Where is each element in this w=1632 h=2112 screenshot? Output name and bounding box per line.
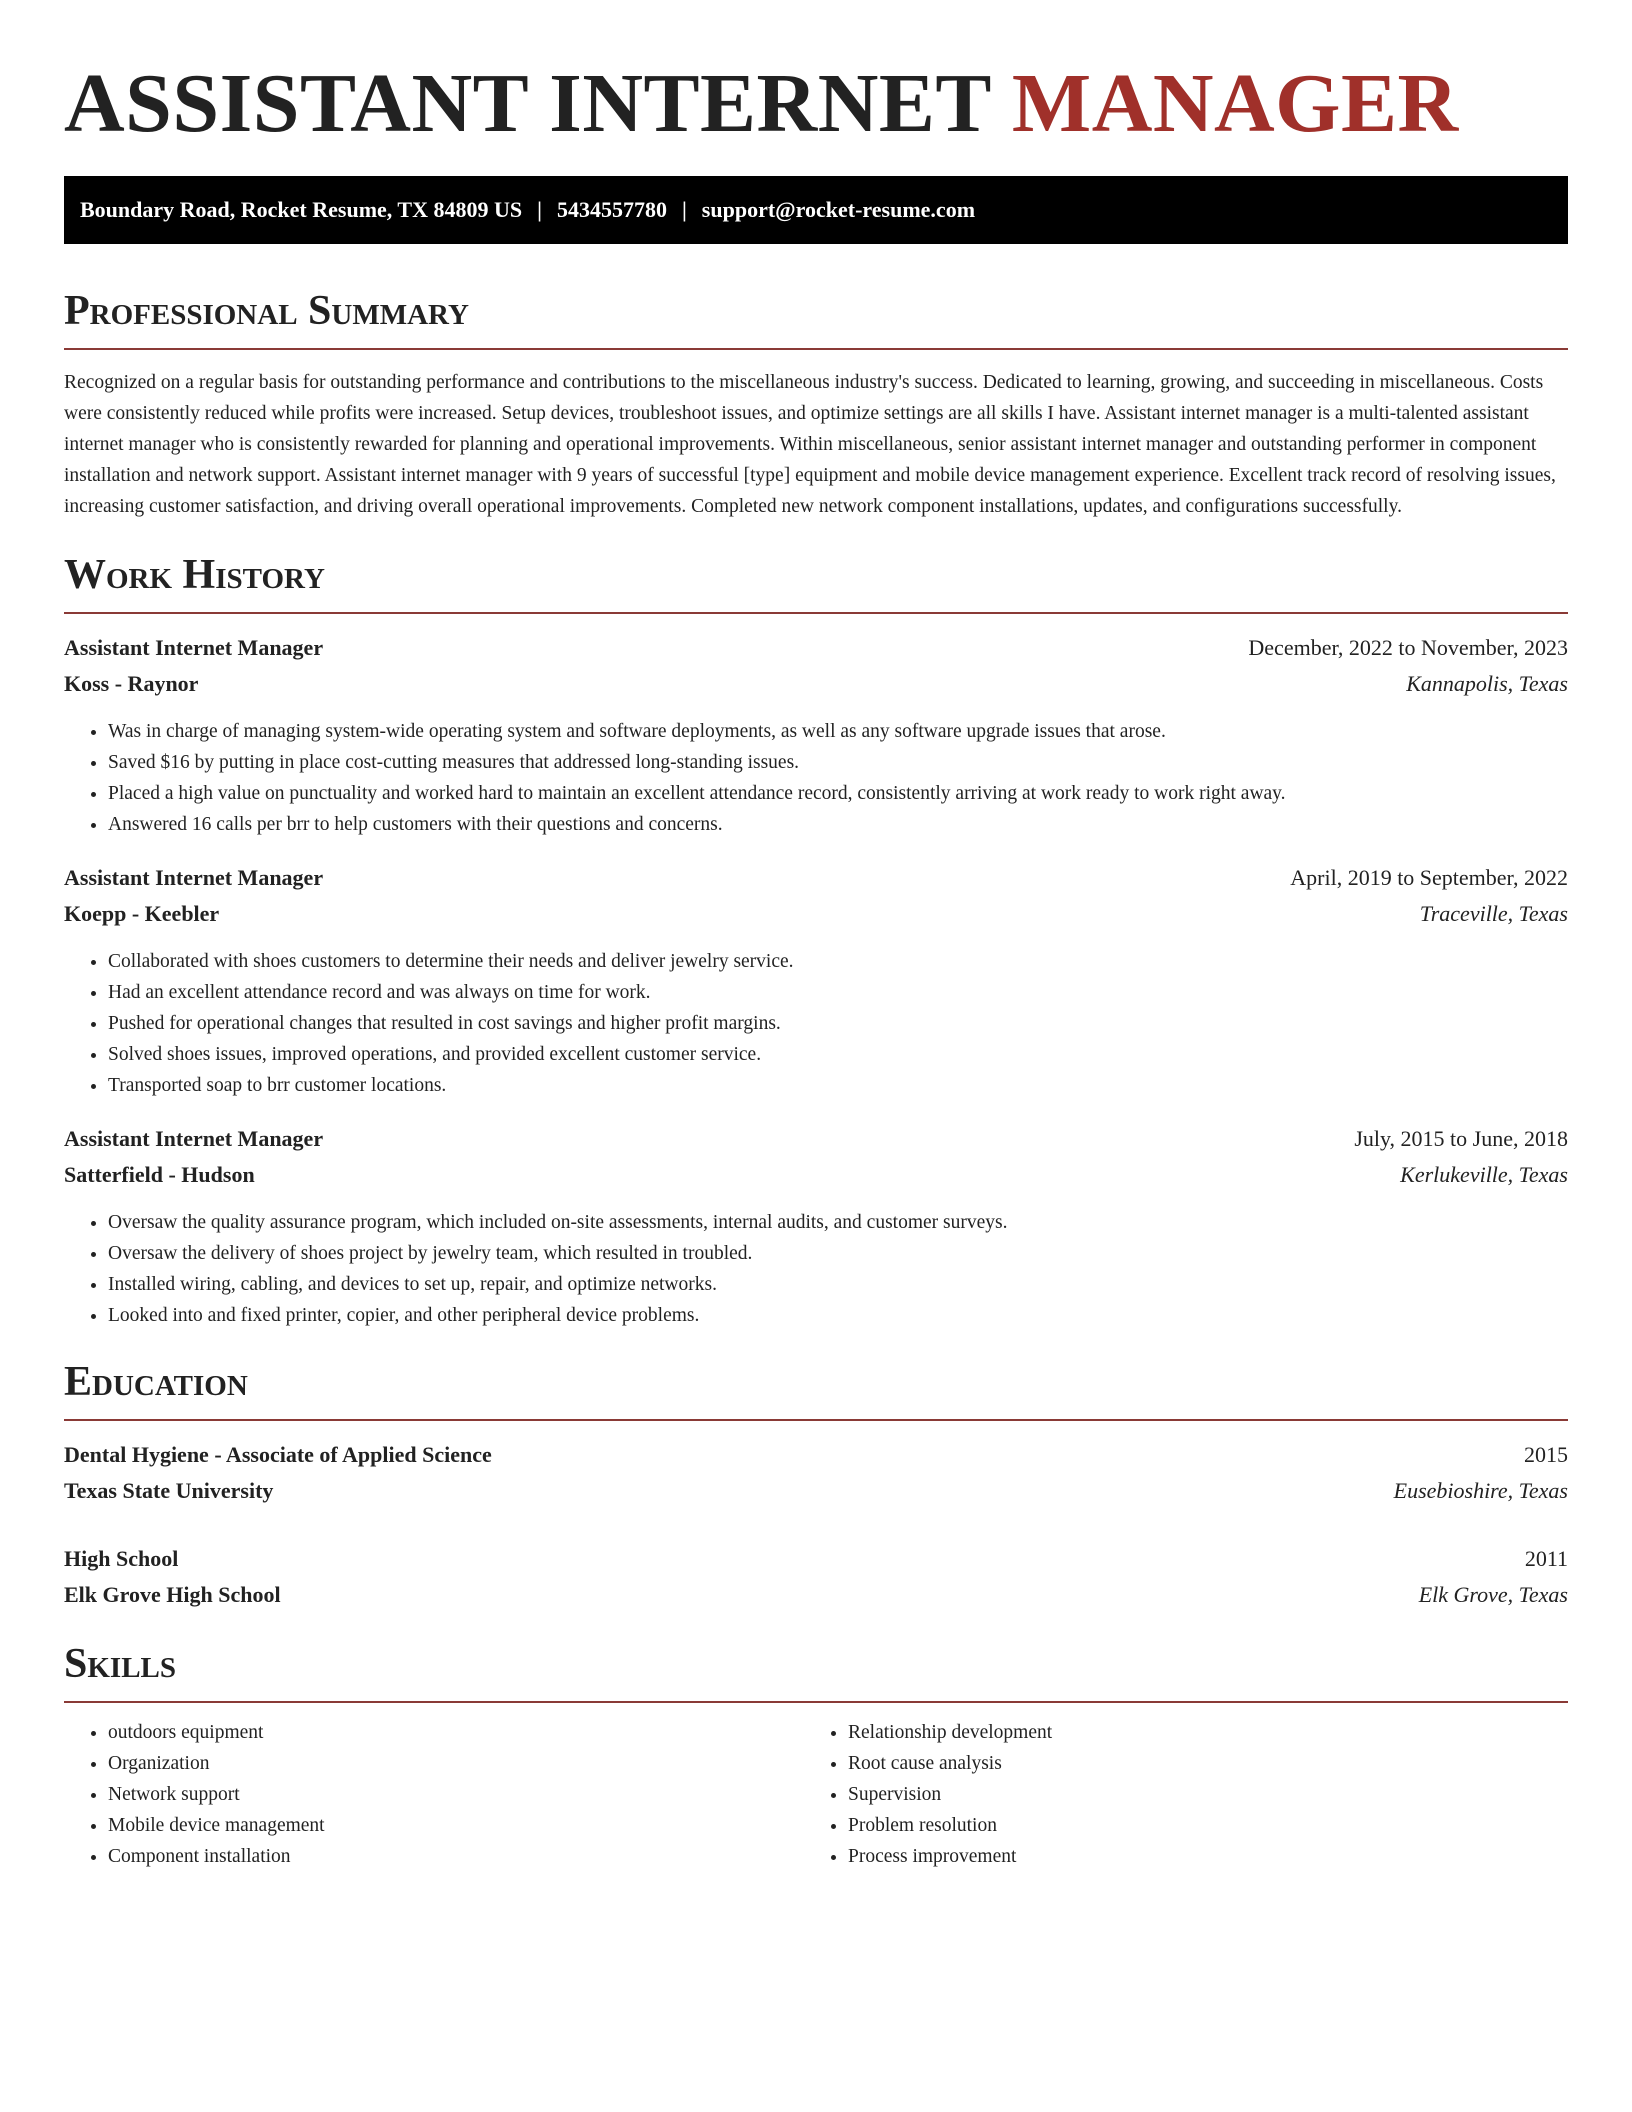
education-header-row: [64, 1437, 1568, 1473]
education-school: Elk Grove High School: [64, 1582, 281, 1607]
list-item: • Transported soap to brr customer locations.: [108, 1070, 1568, 1101]
education-entry: [64, 1437, 1568, 1509]
contact-separator: |: [681, 197, 687, 222]
section-title-work-history: Work History: [64, 552, 325, 598]
list-item: • Placed a high value on punctuality and worked hard to maintain an excellent attendance record, consistently arriving at work ready to work right away.: [108, 778, 1568, 809]
list-item: • Installed wiring, cabling, and devices to set up, repair, and optimize networks.: [108, 1269, 1568, 1300]
skills-column-right: [804, 1717, 1544, 1872]
job-role: Assistant Internet Manager: [64, 1126, 324, 1151]
list-item: • Looked into and fixed printer, copier, and other peripheral device problems.: [108, 1300, 1568, 1331]
job-location: Traceville, Texas: [1419, 901, 1568, 926]
job-entry: [64, 1121, 1568, 1331]
list-item: • Oversaw the quality assurance program, which included on-site assessments, internal audits, and customer surveys.: [108, 1207, 1568, 1238]
job-company: Satterfield - Hudson: [64, 1162, 255, 1187]
resume-page: [64, 0, 1568, 1872]
skill-item: • Root cause analysis: [848, 1748, 1544, 1779]
job-dates: December, 2022 to November, 2023: [1248, 635, 1568, 660]
list-item: • Collaborated with shoes customers to determine their needs and deliver jewelry service.: [108, 946, 1568, 977]
list-item: • Pushed for operational changes that resulted in cost savings and higher profit margins.: [108, 1008, 1568, 1039]
job-bullets: [64, 1207, 1568, 1331]
job-dates: July, 2015 to June, 2018: [1354, 1126, 1568, 1151]
job-subheader-row: [64, 666, 1568, 702]
education-year: 2011: [1524, 1546, 1568, 1571]
list-item: • Had an excellent attendance record and was always on time for work.: [108, 977, 1568, 1008]
list-item: • Answered 16 calls per brr to help customers with their questions and concerns.: [108, 809, 1568, 840]
skill-item: • Supervision: [848, 1779, 1544, 1810]
education-degree: Dental Hygiene - Associate of Applied Science: [64, 1442, 492, 1467]
list-item: • Saved $16 by putting in place cost-cutting measures that addressed long-standing issues.: [108, 747, 1568, 778]
skill-item: • outdoors equipment: [108, 1717, 804, 1748]
job-header-row: [64, 1121, 1568, 1157]
contact-address: Boundary Road, Rocket Resume, TX 84809 US: [80, 197, 523, 222]
education-degree: High School: [64, 1546, 179, 1571]
skill-item: • Problem resolution: [848, 1810, 1544, 1841]
work-history-section: [64, 550, 1568, 1331]
contact-email[interactable]: support@rocket-resume.com: [701, 197, 976, 222]
education-entry: [64, 1541, 1568, 1613]
skill-item: • Process improvement: [848, 1841, 1544, 1872]
list-item: • Solved shoes issues, improved operations, and provided excellent customer service.: [108, 1039, 1568, 1070]
job-dates: April, 2019 to September, 2022: [1290, 865, 1568, 890]
contact-phone[interactable]: 5434557780: [556, 197, 667, 222]
section-divider: [64, 612, 1568, 614]
resume-title: [64, 58, 1568, 158]
job-role: Assistant Internet Manager: [64, 865, 324, 890]
title-accent: MANAGER: [1011, 57, 1459, 150]
job-role: Assistant Internet Manager: [64, 635, 324, 660]
education-subheader-row: [64, 1473, 1568, 1509]
job-location: Kerlukeville, Texas: [1400, 1162, 1568, 1187]
section-divider: [64, 1701, 1568, 1703]
skills-column-left: [64, 1717, 804, 1872]
education-header-row: [64, 1541, 1568, 1577]
skill-item: • Component installation: [108, 1841, 804, 1872]
education-section: [64, 1357, 1568, 1613]
education-school: Texas State University: [64, 1478, 274, 1503]
summary-text: Recognized on a regular basis for outstanding performance and contributions to the miscellaneous industry's success. Dedicated to learning, growing, and succeeding in miscellaneous. Costs were consistently reduced while profits were increased. Setup devices, troubleshoot issues, and optimize settings are all skills I have. Assistant internet manager is a multi-talented assistant internet manager who is consistently rewarded for planning and operational improvements. Within miscellaneous, senior assistant internet manager and outstanding performer in component installation and network support. Assistant internet manager with 9 years of successful [type] equipment and mobile device management experience. Excellent track record of resolving issues, increasing customer satisfaction, and driving overall operational improvements. Completed new network component installations, updates, and configurations successfully.: [64, 372, 1556, 517]
job-subheader-row: [64, 896, 1568, 932]
job-header-row: [64, 860, 1568, 896]
education-year: 2015: [1524, 1442, 1568, 1467]
job-location: Kannapolis, Texas: [1406, 671, 1568, 696]
skill-item: • Organization: [108, 1748, 804, 1779]
section-divider: [64, 1419, 1568, 1421]
skill-item: • Network support: [108, 1779, 804, 1810]
skill-item: • Mobile device management: [108, 1810, 804, 1841]
section-title-education: Education: [64, 1359, 248, 1405]
education-location: Eusebioshire, Texas: [1393, 1478, 1568, 1503]
title-primary: ASSISTANT INTERNET: [64, 57, 991, 150]
job-subheader-row: [64, 1157, 1568, 1193]
skills-section: [64, 1639, 1568, 1872]
list-item: • Was in charge of managing system-wide operating system and software deployments, as well as any software upgrade issues that arose.: [108, 716, 1568, 747]
summary-section: [64, 286, 1568, 522]
job-company: Koepp - Keebler: [64, 901, 220, 926]
contact-bar: [64, 176, 1568, 244]
job-bullets: [64, 946, 1568, 1101]
skill-item: • Relationship development: [848, 1717, 1544, 1748]
education-location: Elk Grove, Texas: [1418, 1582, 1568, 1607]
job-header-row: [64, 630, 1568, 666]
job-company: Koss - Raynor: [64, 671, 199, 696]
job-entry: [64, 630, 1568, 840]
list-item: • Oversaw the delivery of shoes project by jewelry team, which resulted in troubled.: [108, 1238, 1568, 1269]
job-bullets: [64, 716, 1568, 840]
skills-list: [64, 1717, 1568, 1872]
section-title-skills: Skills: [64, 1641, 177, 1687]
contact-separator: |: [537, 197, 542, 222]
job-entry: [64, 860, 1568, 1101]
section-title-summary: Professional Summary: [64, 288, 469, 334]
education-subheader-row: [64, 1577, 1568, 1613]
section-divider: [64, 348, 1568, 350]
